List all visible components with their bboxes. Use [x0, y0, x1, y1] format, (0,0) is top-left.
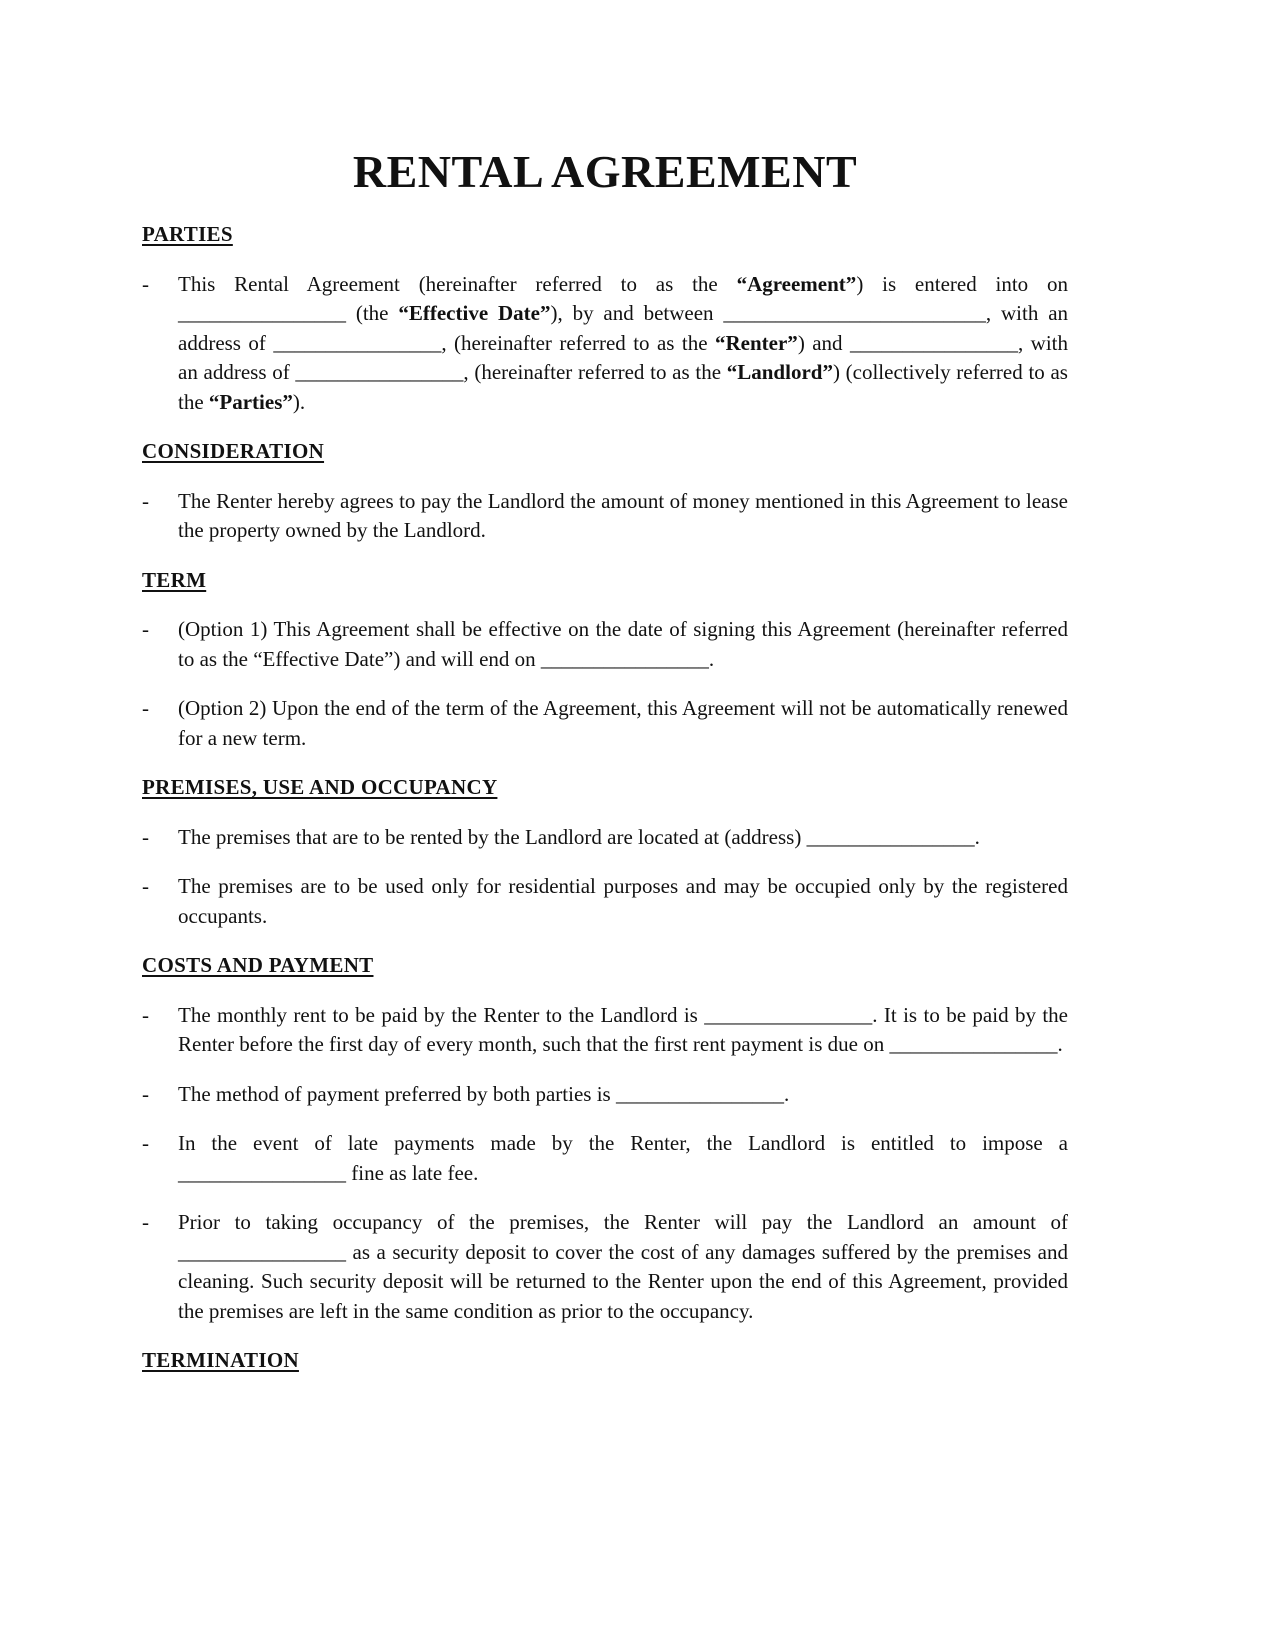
clause-text: The monthly rent to be paid by the Renter to the Landlord is ________________. It is to be paid by the Renter before the first day of every month, such that the first rent payment is due on ________________. — [178, 1002, 1068, 1056]
clause-text: (Option 2) Upon the end of the term of the Agreement, this Agreement will not be automatically renewed for a new term. — [178, 696, 1068, 750]
bullet-dash: - — [142, 696, 149, 720]
clause-text: The method of payment preferred by both parties is ________________. — [178, 1081, 790, 1106]
defined-term: “Parties” — [208, 389, 293, 414]
clause-paragraph — [142, 1208, 1068, 1326]
clause-paragraph — [142, 694, 1068, 753]
section-heading: CONSIDERATION — [142, 439, 325, 463]
section-heading: TERMINATION — [142, 1348, 299, 1372]
clause-paragraph — [142, 270, 1068, 418]
clause-text: In the event of late payments made by the Renter, the Landlord is entitled to impose a ________________ fine as late fee. — [178, 1131, 1068, 1185]
bullet-dash: - — [142, 271, 149, 296]
document-body — [142, 220, 1068, 1376]
clause-text: (Option 1) This Agreement shall be effective on the date of signing this Agreement (hereinafter referred to as the “Effective Date”) and will end on ________________. — [178, 617, 1068, 671]
clause-paragraph — [142, 1080, 1068, 1110]
bullet-dash: - — [142, 1002, 149, 1027]
defined-term: “Agreement” — [736, 271, 857, 296]
clause-text: ), by and between _________________________, with an address of ________________, (hereinafter referred to as the — [178, 301, 1069, 355]
clause-text: Prior to taking occupancy of the premises, the Renter will pay the Landlord an amount of ________________ as a security deposit to cover the cost of any damages suffered by the premises and cleaning. Such security deposit will be returned to the Renter upon the end of this Agreement, provided the premises are left in the same condition as prior to the occupancy. — [178, 1210, 1068, 1323]
defined-term: “Renter” — [715, 330, 798, 355]
bullet-dash: - — [142, 488, 149, 513]
clause-paragraph — [142, 823, 1068, 853]
section-heading: TERM — [142, 567, 207, 592]
clause-paragraph — [142, 615, 1068, 674]
clause-text: ) and ________________, with an address of ________________, (hereinafter referred to as the — [178, 330, 1068, 384]
clause-text: This Rental Agreement (hereinafter referred to as the — [178, 271, 737, 296]
clause-paragraph — [142, 1129, 1068, 1188]
bullet-dash: - — [142, 824, 149, 849]
clause-text: ). — [292, 389, 306, 414]
bullet-dash: - — [142, 1081, 149, 1106]
bullet-dash: - — [142, 1131, 149, 1155]
section-heading: COSTS AND PAYMENT — [142, 953, 374, 977]
clause-text: ) (collectively referred to as the — [178, 360, 1068, 414]
section-heading: PREMISES, USE AND OCCUPANCY — [142, 775, 498, 799]
bullet-dash: - — [142, 617, 149, 641]
defined-term: “Effective Date” — [398, 301, 551, 325]
clause-text: The Renter hereby agrees to pay the Landlord the amount of money mentioned in this Agreement to lease the property owned by the Landlord. — [178, 488, 1068, 542]
clause-paragraph — [142, 1001, 1068, 1060]
clause-text: The premises that are to be rented by the Landlord are located at (address) ________________. — [178, 824, 980, 849]
clause-paragraph — [142, 487, 1068, 546]
section-heading: PARTIES — [142, 222, 233, 246]
clause-text: ) is entered into on ________________ (the — [178, 271, 1068, 325]
clause-text: The premises are to be used only for residential purposes and may be occupied only by the registered occupants. — [178, 874, 1068, 928]
document-title: RENTAL AGREEMENT — [352, 146, 858, 197]
bullet-dash: - — [142, 874, 149, 898]
bullet-dash: - — [142, 1210, 149, 1234]
clause-paragraph — [142, 872, 1068, 931]
defined-term: “Landlord” — [726, 360, 833, 384]
